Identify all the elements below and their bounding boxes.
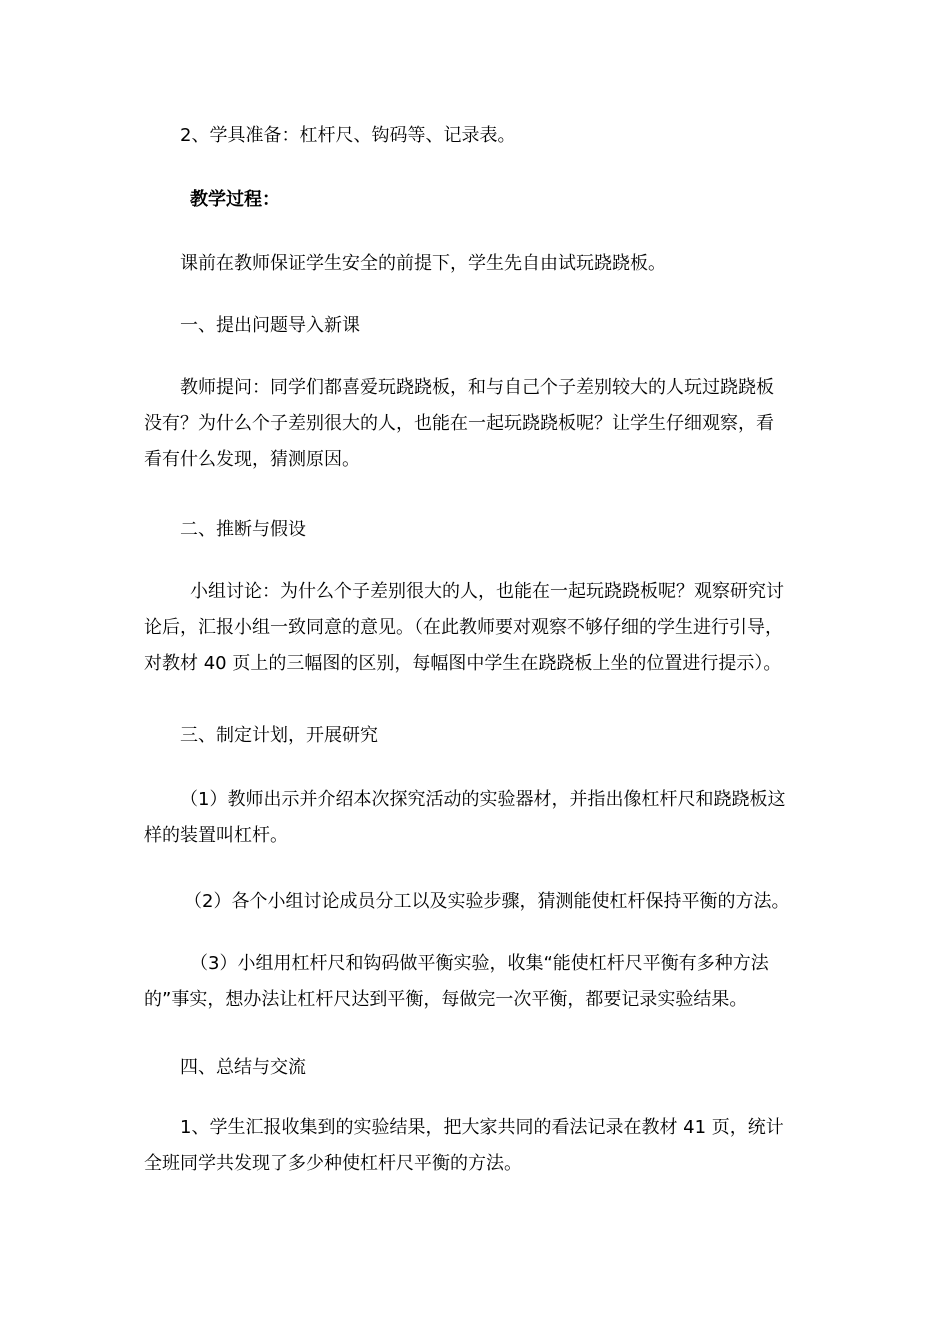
section-heading-2	[144, 512, 812, 548]
section-heading-4	[144, 1050, 812, 1086]
text-line: 论后，汇报小组一致同意的意见。（在此教师要对观察不够仔细的学生进行引导，	[144, 617, 783, 638]
text-line: 2、学具准备：杠杆尺、钩码等、记录表。	[180, 125, 516, 146]
text-line: 课前在教师保证学生安全的前提下，学生先自由试玩跷跷板。	[180, 253, 666, 274]
text-line: 小组讨论：为什么个子差别很大的人，也能在一起玩跷跷板呢？观察研究讨	[190, 581, 784, 602]
text-line: 教学过程：	[190, 189, 280, 210]
section-heading-1	[144, 308, 812, 344]
text-line: 的”事实，想办法让杠杆尺达到平衡，每做完一次平衡，都要记录实验结果。	[144, 989, 748, 1010]
text-line: 样的装置叫杠杆。	[144, 825, 288, 846]
text-line: （2）各个小组讨论成员分工以及实验步骤，猜测能使杠杆保持平衡的方法。	[184, 891, 790, 912]
section-heading-3	[144, 718, 812, 754]
paragraph-step-3	[144, 946, 812, 1018]
text-line: 教师提问：同学们都喜爱玩跷跷板，和与自己个子差别较大的人玩过跷跷板	[180, 377, 774, 398]
paragraph-materials	[144, 118, 812, 154]
text-line: （1）教师出示并介绍本次探究活动的实验器材，并指出像杠杆尺和跷跷板这	[180, 789, 786, 810]
section-heading-teaching-process	[144, 182, 812, 218]
text-line: 二、推断与假设	[180, 519, 306, 540]
text-line: 一、提出问题导入新课	[180, 315, 360, 336]
text-line: 没有？为什么个子差别很大的人，也能在一起玩跷跷板呢？让学生仔细观察，看	[144, 413, 774, 434]
paragraph-pre-class	[144, 246, 812, 282]
paragraph-step-1	[144, 782, 812, 854]
text-line: 对教材 40 页上的三幅图的区别，每幅图中学生在跷跷板上坐的位置进行提示）。	[144, 653, 782, 674]
paragraph-group-discussion	[144, 574, 812, 682]
text-line: 看有什么发现，猜测原因。	[144, 449, 360, 470]
text-line: 全班同学共发现了多少种使杠杆尺平衡的方法。	[144, 1153, 522, 1174]
paragraph-step-2	[144, 884, 812, 920]
text-line: 三、制定计划，开展研究	[180, 725, 378, 746]
paragraph-summary-1	[144, 1110, 812, 1182]
text-line: （3）小组用杠杆尺和钩码做平衡实验，收集“能使杠杆尺平衡有多种方法	[190, 953, 769, 974]
text-line: 四、总结与交流	[180, 1057, 306, 1078]
text-line: 1、学生汇报收集到的实验结果，把大家共同的看法记录在教材 41 页，统计	[180, 1117, 784, 1138]
paragraph-teacher-question	[144, 370, 812, 478]
